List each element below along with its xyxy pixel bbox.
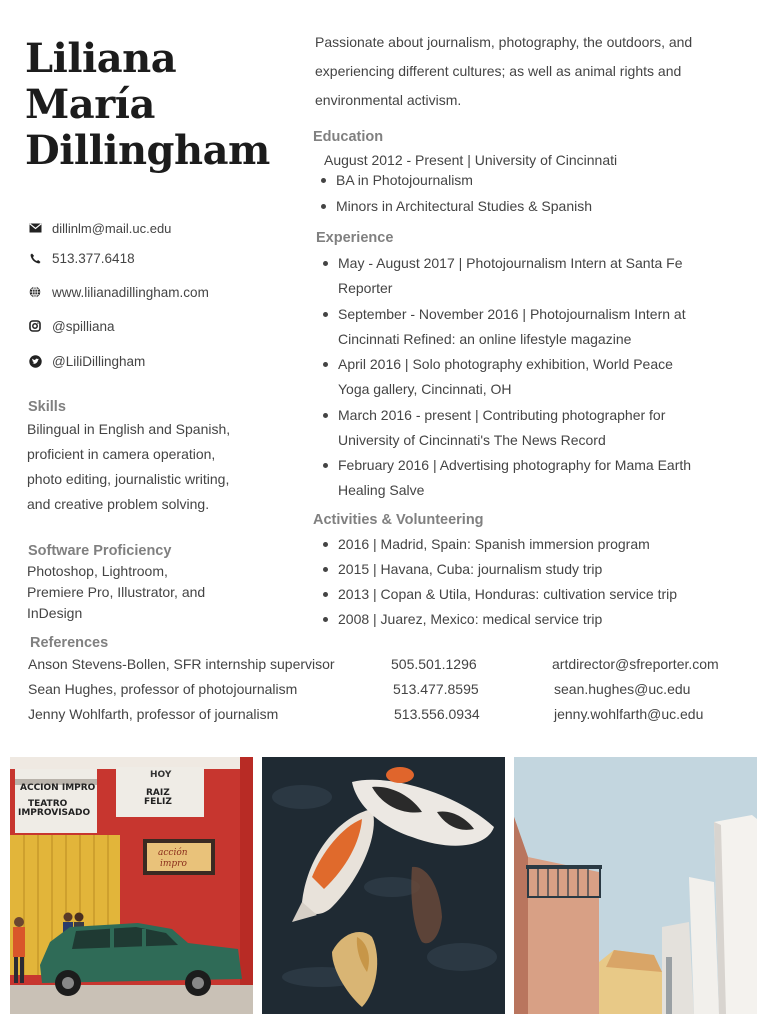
software-line: InDesign [27,605,83,621]
svg-text:HOY: HOY [150,770,172,780]
list-item: 2016 | Madrid, Spain: Spanish immersion program [316,532,746,557]
experience-heading: Experience [316,230,394,246]
email-text: dillinlm@mail.uc.edu [52,220,172,236]
education-list [314,167,734,219]
summary-line: experiencing different cultures; as well as animal rights and [315,63,682,79]
activities-list [316,532,746,632]
reference-row [28,706,748,730]
list-item: 2013 | Copan & Utila, Honduras: cultivation service trip [316,582,746,607]
svg-text:TEATRO: TEATRO [28,799,68,809]
svg-text:FELIZ: FELIZ [144,797,172,807]
list-item: Minors in Architectural Studies & Spanish [314,193,734,219]
phone-icon [28,251,42,265]
reference-email[interactable]: jenny.wohlfarth@uc.edu [554,706,704,722]
reference-row [28,656,748,680]
last-name: Dillingham [25,127,270,174]
reference-phone[interactable]: 513.556.0934 [394,706,480,722]
summary-line: Passionate about journalism, photography, the outdoors, and [315,34,693,50]
reference-name: Sean Hughes, professor of photojournalism [28,681,298,697]
twitter-icon [28,354,42,368]
list-item: 2015 | Havana, Cuba: journalism study trip [316,557,746,582]
phone-text: 513.377.6418 [52,250,135,266]
first-name: Liliana [25,35,177,82]
photo-buildings [514,757,757,1014]
list-item: September - November 2016 | Photojournalism Intern at Cincinnati Refined: an online lifestyle magazine [316,302,736,352]
skills-text [27,417,287,517]
experience-list [316,251,736,504]
instagram-text: @spilliana [52,318,115,334]
contact-twitter[interactable] [28,350,145,372]
candidate-name [25,36,270,174]
skills-line: and creative problem solving. [27,496,210,512]
education-line: August 2012 - Present | University of Cincinnati [324,152,618,168]
list-item: March 2016 - present | Contributing photographer for University of Cincinnati's The News Record [316,403,736,453]
contact-phone[interactable] [28,247,135,269]
list-item: BA in Photojournalism [314,167,734,193]
activities-heading: Activities & Volunteering [313,512,484,528]
list-item: April 2016 | Solo photography exhibition, World Peace Yoga gallery, Cincinnati, OH [316,352,736,402]
envelope-icon [28,221,42,235]
contact-email[interactable] [28,217,171,239]
contact-website[interactable] [28,281,209,303]
reference-phone[interactable]: 505.501.1296 [391,656,477,672]
reference-name: Anson Stevens-Bollen, SFR internship supervisor [28,656,335,672]
middle-name: María [25,81,155,128]
twitter-text: @LiliDillingham [52,353,146,369]
svg-text:acción: acción [158,848,188,858]
education-heading: Education [313,129,384,145]
photo-street-scene [10,757,253,1014]
summary-text [315,28,735,115]
software-line: Premiere Pro, Illustrator, and [27,584,206,600]
svg-text:RAIZ: RAIZ [146,788,170,798]
reference-phone[interactable]: 513.477.8595 [393,681,479,697]
skills-line: photo editing, journalistic writing, [27,471,230,487]
contact-instagram[interactable] [28,315,114,337]
reference-row [28,681,748,705]
skills-line: proficient in camera operation, [27,446,216,462]
reference-email[interactable]: sean.hughes@uc.edu [554,681,691,697]
reference-name: Jenny Wohlfarth, professor of journalism [28,706,279,722]
software-line: Photoshop, Lightroom, [27,563,168,579]
reference-email[interactable]: artdirector@sfreporter.com [552,656,719,672]
software-heading: Software Proficiency [28,543,172,559]
photo-koi-fish [262,757,505,1014]
list-item: 2008 | Juarez, Mexico: medical service trip [316,607,746,632]
list-item: February 2016 | Advertising photography for Mama Earth Healing Salve [316,453,736,503]
svg-text:impro: impro [160,859,187,869]
skills-line: Bilingual in English and Spanish, [27,421,231,437]
skills-heading: Skills [28,399,66,415]
svg-text:ACCION IMPRO: ACCION IMPRO [20,783,96,793]
list-item: May - August 2017 | Photojournalism Intern at Santa Fe Reporter [316,251,736,301]
instagram-icon [28,319,42,333]
svg-text:IMPROVISADO: IMPROVISADO [18,808,91,818]
globe-icon [28,285,42,299]
website-text: www.lilianadillingham.com [52,284,209,300]
software-text [27,561,287,624]
references-heading: References [30,635,109,651]
summary-line: environmental activism. [315,92,462,108]
